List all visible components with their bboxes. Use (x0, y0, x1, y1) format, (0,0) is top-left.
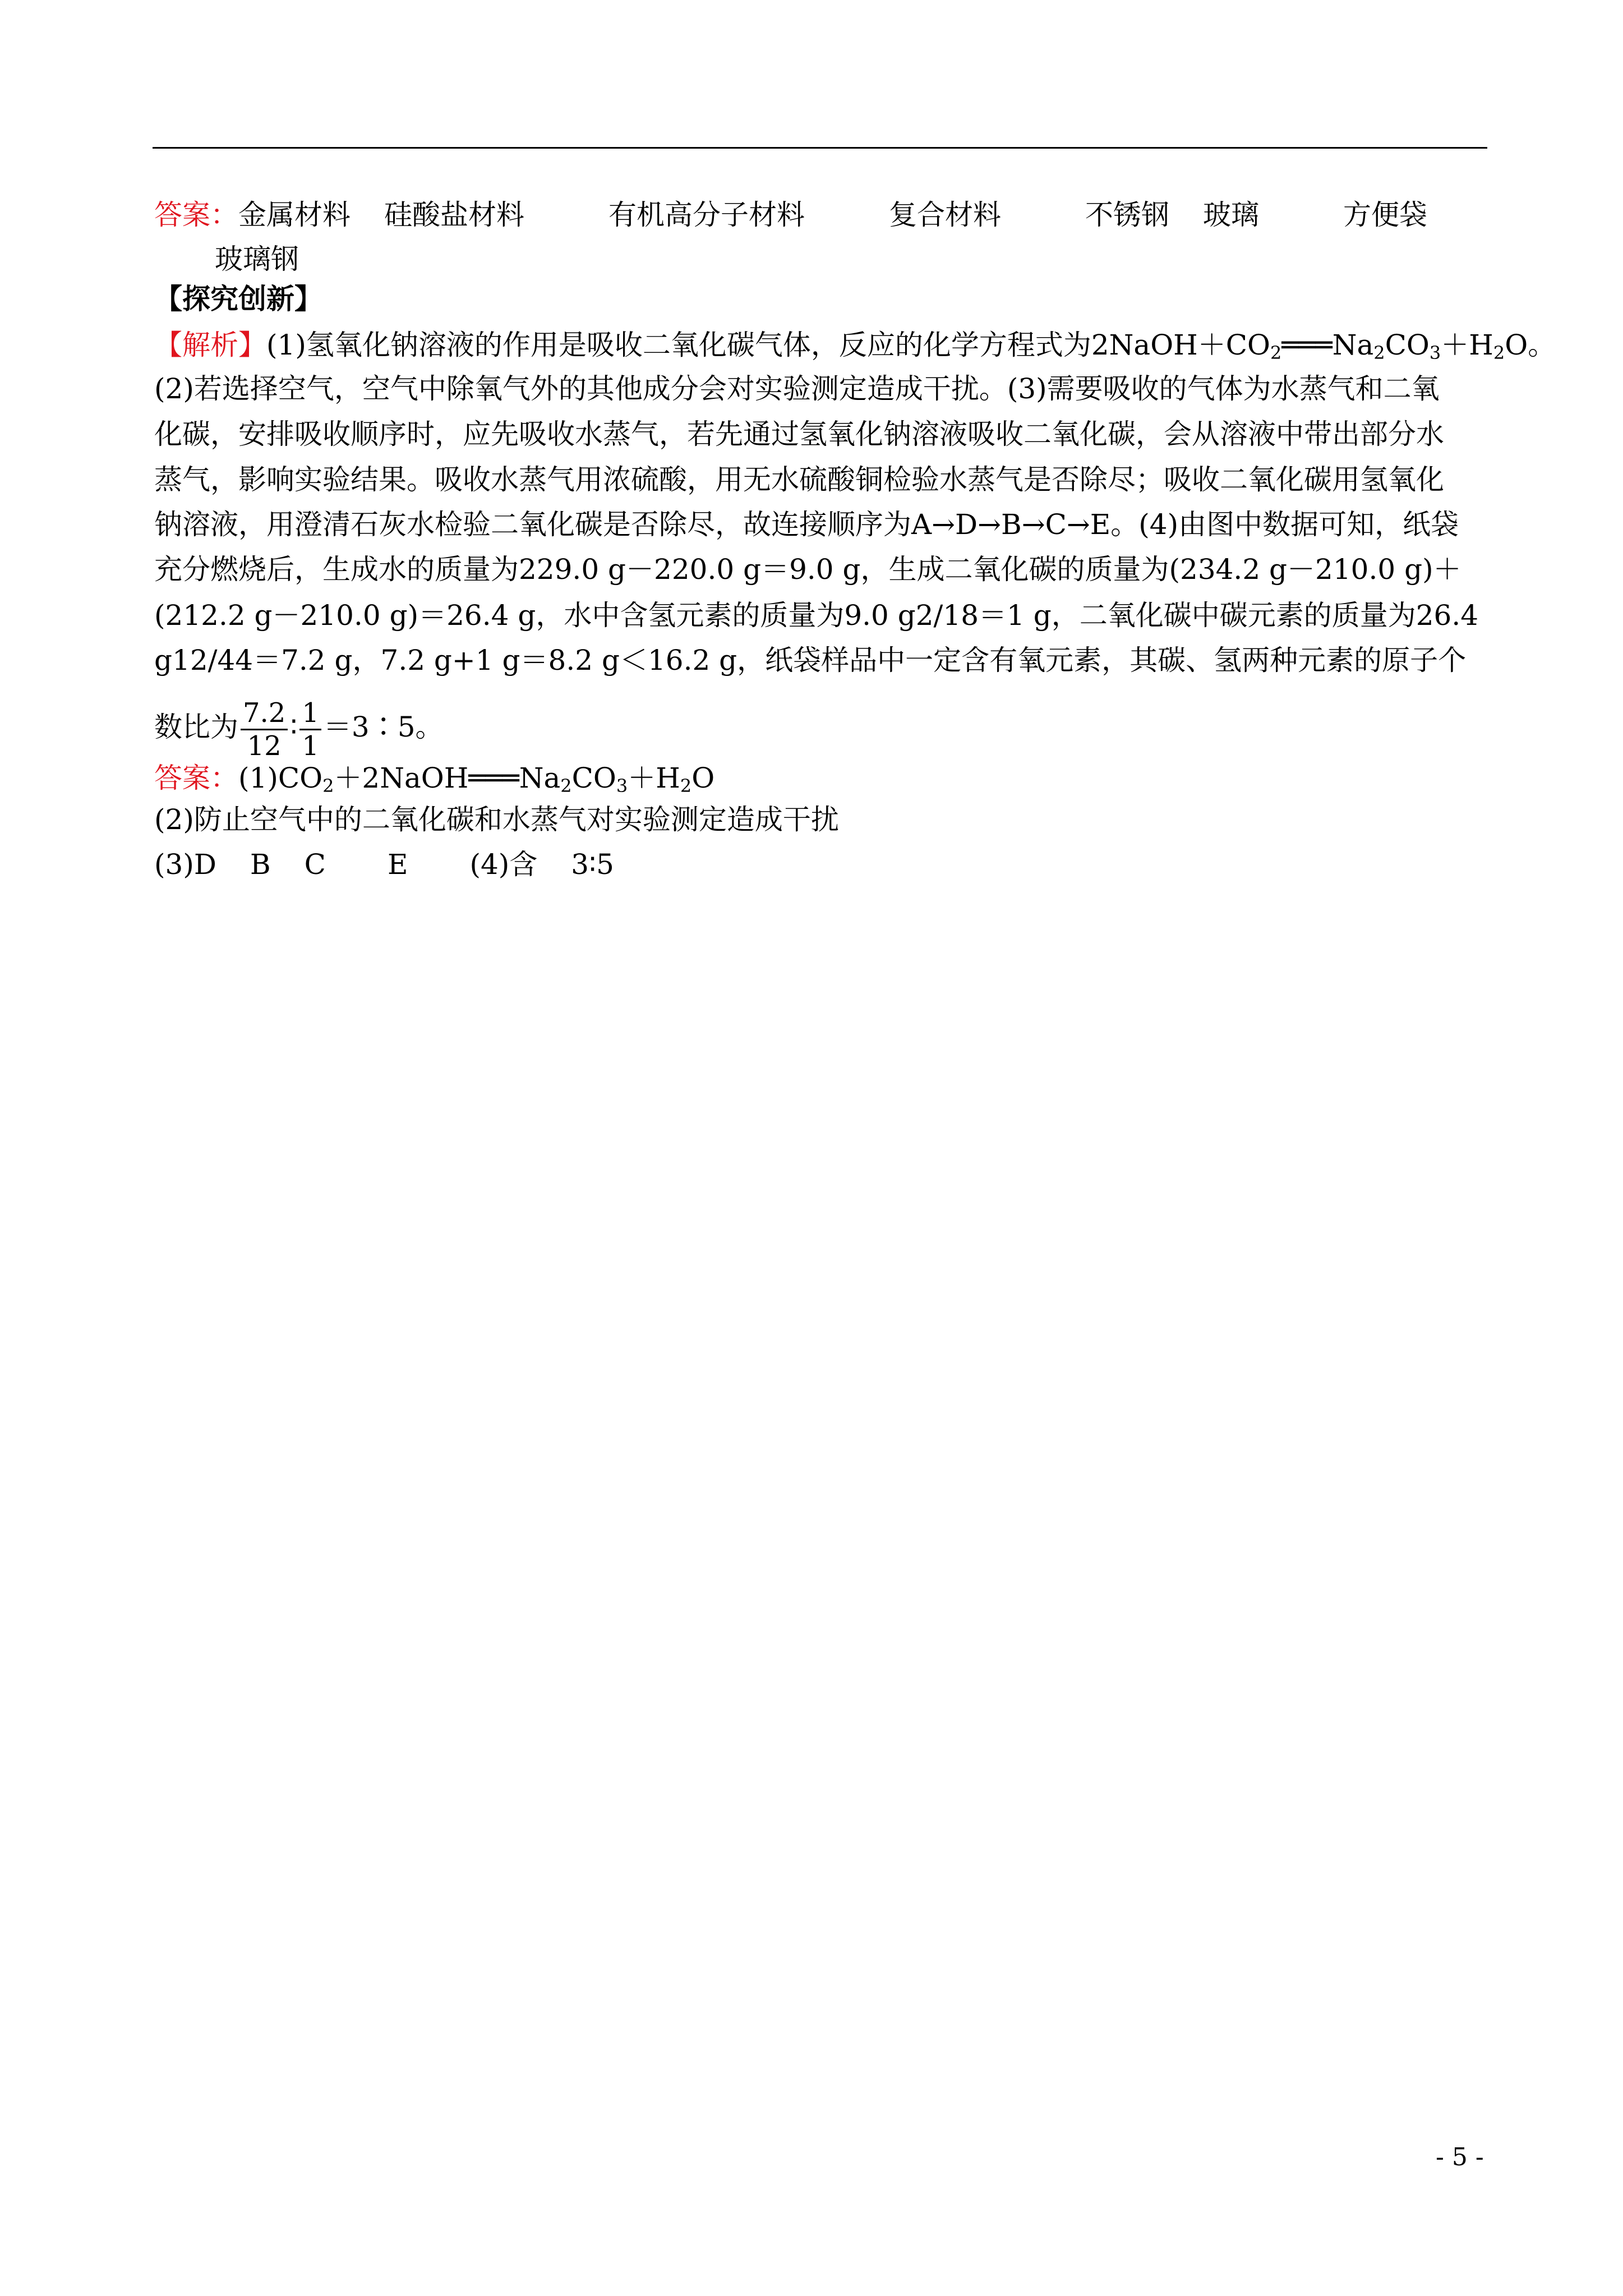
answer2-line-1 (154, 760, 1500, 797)
answer-label: 答案： (154, 762, 238, 794)
answer-label: 答案： (154, 199, 238, 231)
answer-item: 玻璃钢 (215, 243, 299, 275)
subscript: 2 (1493, 342, 1505, 364)
answer-continuation (215, 241, 1561, 278)
answer-item: E (387, 848, 408, 881)
analysis-line-2: (2)若选择空气，空气中除氧气外的其他成分会对实验测定造成干扰。(3)需要吸收的气体为水蒸气和二氧 (154, 372, 1440, 405)
answer-item: 不锈钢 (1085, 199, 1169, 231)
analysis-line-3: 化碳，安排吸收顺序时，应先吸收水蒸气，若先通过氢氧化钠溶液吸收二氧化碳，会从溶液中带出部分水 (154, 418, 1444, 450)
fraction-denominator: 1 (302, 730, 319, 762)
subscript: 2 (1373, 342, 1385, 364)
answer-item: (3)D (154, 848, 216, 881)
fraction (241, 697, 288, 762)
analysis-line-9 (154, 693, 1500, 761)
header-rule (153, 147, 1487, 149)
subscript: 3 (616, 775, 628, 797)
answer2-line-3 (154, 846, 1500, 883)
fraction-numerator: 1 (299, 697, 321, 730)
answer-item: B (250, 848, 271, 881)
analysis-line-8: g12/44＝7.2 g，7.2 g+1 g＝8.2 g＜16.2 g，纸袋样品中一定含有氧元素，其碳、氢两种元素的原子个 (154, 644, 1467, 677)
analysis-line-6: 充分燃烧后，生成水的质量为229.0 g－220.0 g＝9.0 g，生成二氧化碳的质量为(234.2 g－210.0 g)＋ (154, 553, 1461, 586)
answer-item: 有机高分子材料 (608, 199, 805, 231)
answer-item: 金属材料 (238, 199, 351, 231)
answer-line-1 (154, 196, 1500, 233)
equation-text: O (691, 762, 715, 794)
subscript: 2 (322, 775, 334, 797)
answer-item: 方便袋 (1343, 199, 1427, 231)
answer2-line-2: (2)防止空气中的二氧化碳和水蒸气对实验测定造成干扰 (154, 803, 839, 836)
answer-item: 复合材料 (889, 199, 1001, 231)
analysis-text: (1)氢氧化钠溶液的作用是吸收二氧化碳气体，反应的化学方程式为2NaOH＋CO (266, 329, 1271, 361)
page-number: - 5 - (1436, 2143, 1484, 2171)
analysis-text: ＝3∶5。 (323, 711, 444, 743)
answer-item: C (304, 848, 326, 881)
equation-text: ＋H (628, 762, 680, 794)
equation-text: CO (571, 762, 616, 794)
subscript: 3 (1429, 342, 1441, 364)
answer-item: 硅酸盐材料 (384, 199, 524, 231)
answer-item: 3∶5 (571, 848, 614, 881)
analysis-line-7: (212.2 g－210.0 g)＝26.4 g，水中含氢元素的质量为9.0 g2/18＝1 g，二氧化碳中碳元素的质量为26.4 (154, 599, 1479, 632)
analysis-line-1 (154, 326, 1556, 364)
ratio-separator: ∶ (290, 711, 298, 743)
answer-item: (4)含 (469, 848, 538, 881)
subscript: 2 (680, 775, 692, 797)
analysis-text: O。 (1505, 329, 1556, 361)
analysis-text: ═══Na (1281, 329, 1374, 361)
analysis-text: 数比为 (154, 711, 238, 743)
equation-text: (1)CO (238, 762, 323, 794)
fraction-numerator: 7.2 (241, 697, 288, 730)
fraction-denominator: 12 (247, 730, 282, 762)
analysis-line-5: 钠溶液，用澄清石灰水检验二氧化碳是否除尽，故连接顺序为A→D→B→C→E。(4)由图中数据可知，纸袋 (154, 508, 1459, 541)
fraction (299, 697, 321, 762)
section-title: 【探究创新】 (154, 282, 322, 315)
analysis-text: CO (1385, 329, 1430, 361)
subscript: 2 (1270, 342, 1282, 364)
equation-text: ＋2NaOH═══Na (334, 762, 561, 794)
analysis-text: ＋H (1441, 329, 1493, 361)
analysis-line-4: 蒸气，影响实验结果。吸收水蒸气用浓硫酸，用无水硫酸铜检验水蒸气是否除尽；吸收二氧化碳用氢氧化 (154, 463, 1444, 496)
answer-item: 玻璃 (1203, 199, 1259, 231)
analysis-label: 【解析】 (154, 329, 266, 361)
subscript: 2 (560, 775, 572, 797)
